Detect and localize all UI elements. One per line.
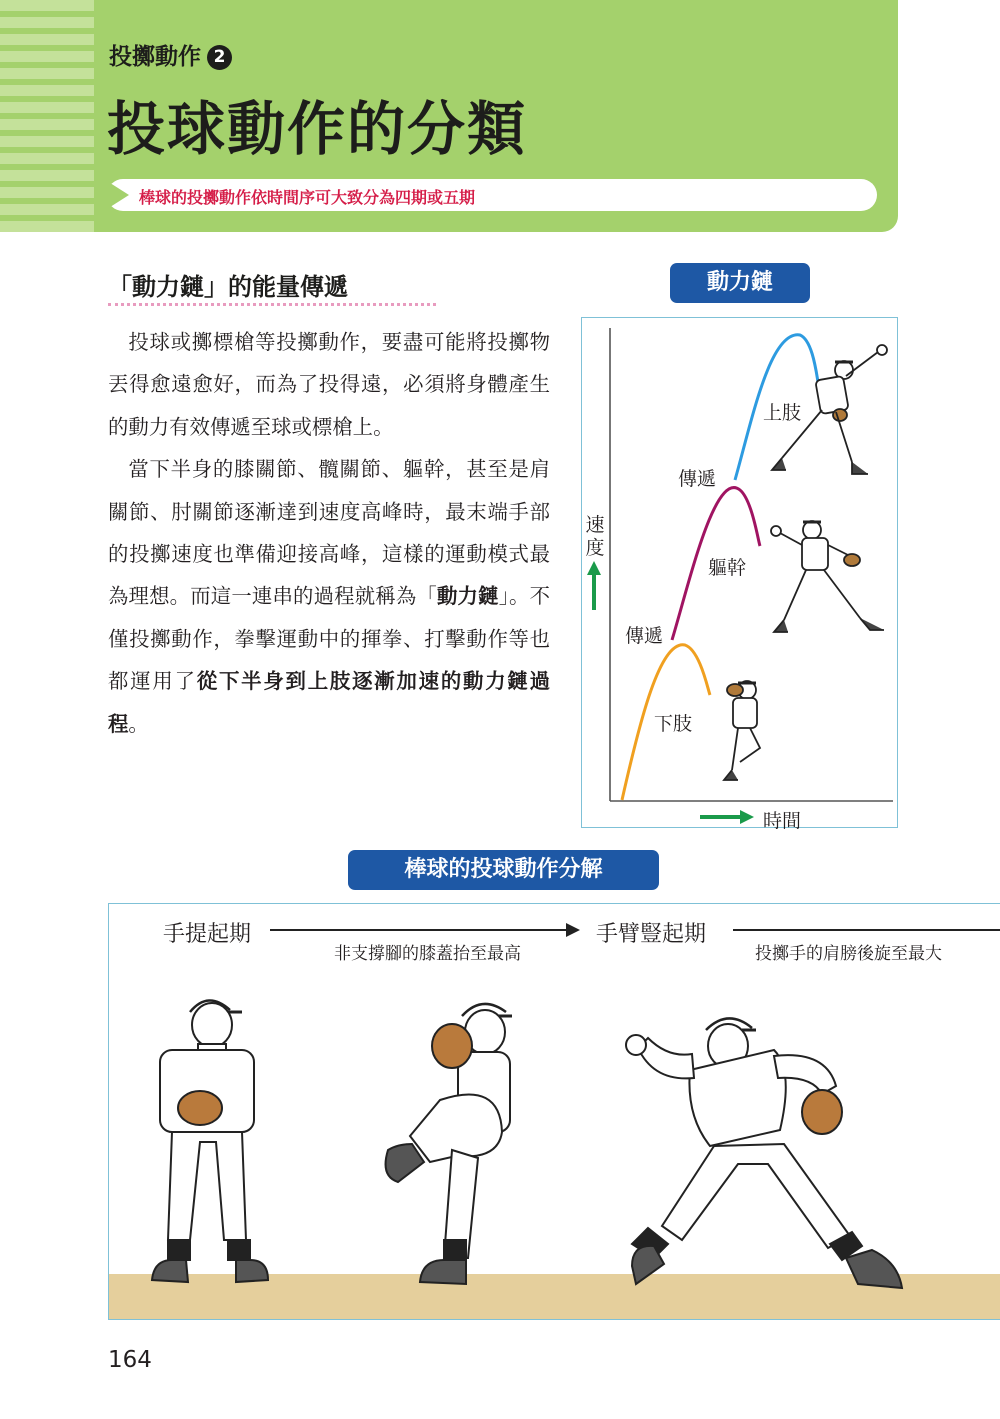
label-transfer-1: 傳遞 [625, 621, 663, 648]
phase-desc-windup: 非支撐腳的膝蓋抬至最高 [334, 944, 521, 964]
phase-label-cocking: 手臂豎起期 [596, 922, 707, 947]
kicker-text: 投擲動作 [109, 44, 201, 70]
label-transfer-2: 傳遞 [678, 464, 716, 491]
body-run: 」。不僅投擲動作，拳擊運動中的揮拳、打擊動作等也都運用了 [108, 584, 551, 694]
pitcher-figure-set-position [152, 1000, 268, 1282]
chart-heading: 動力鏈 [670, 263, 810, 303]
arrowhead-icon [566, 923, 580, 937]
body-run: 當下半身的膝關節、髖關節、軀幹，甚至是肩關節、肘關節逐漸達到速度高峰時，最末端手部的投擲速度也準備迎接高峰，這樣的運動模式最為理想。而這一連串的過程就稱為「 [108, 457, 550, 609]
label-upper-limb: 上肢 [763, 398, 801, 425]
body-run: 。 [128, 711, 149, 736]
body-emphasis: 從下半身到上肢逐漸加速的動力鏈過程 [108, 669, 551, 736]
pitcher-figure-arm-cocking [626, 1018, 902, 1288]
page-number: 164 [108, 1347, 152, 1373]
label-trunk: 軀幹 [708, 553, 746, 580]
x-axis-label: 時間 [763, 810, 802, 832]
kicker-number-badge: 2 [207, 45, 232, 70]
body-emphasis: 動力鏈 [437, 584, 499, 609]
phase-desc-cocking: 投擲手的肩膀後旋至最大 [755, 944, 942, 964]
section-heading: 「動力鏈」的能量傳遞 [108, 273, 348, 301]
page-title: 投球動作的分類 [107, 95, 528, 163]
page-subtitle: 棒球的投擲動作依時間序可大致分為四期或五期 [139, 188, 476, 207]
breakdown-heading: 棒球的投球動作分解 [348, 850, 659, 890]
y-axis-label: 速度 [585, 514, 605, 559]
label-lower-limb: 下肢 [654, 709, 692, 736]
body-run: 投球或擲標槍等投擲動作，要盡可能將投擲物丟得愈遠愈好，而為了投得遠，必須將身體產生的動力有效傳遞至球或標槍上。 [108, 330, 550, 439]
pitcher-figure-leg-lift-large [386, 1004, 512, 1284]
phase-label-windup: 手提起期 [163, 922, 252, 947]
